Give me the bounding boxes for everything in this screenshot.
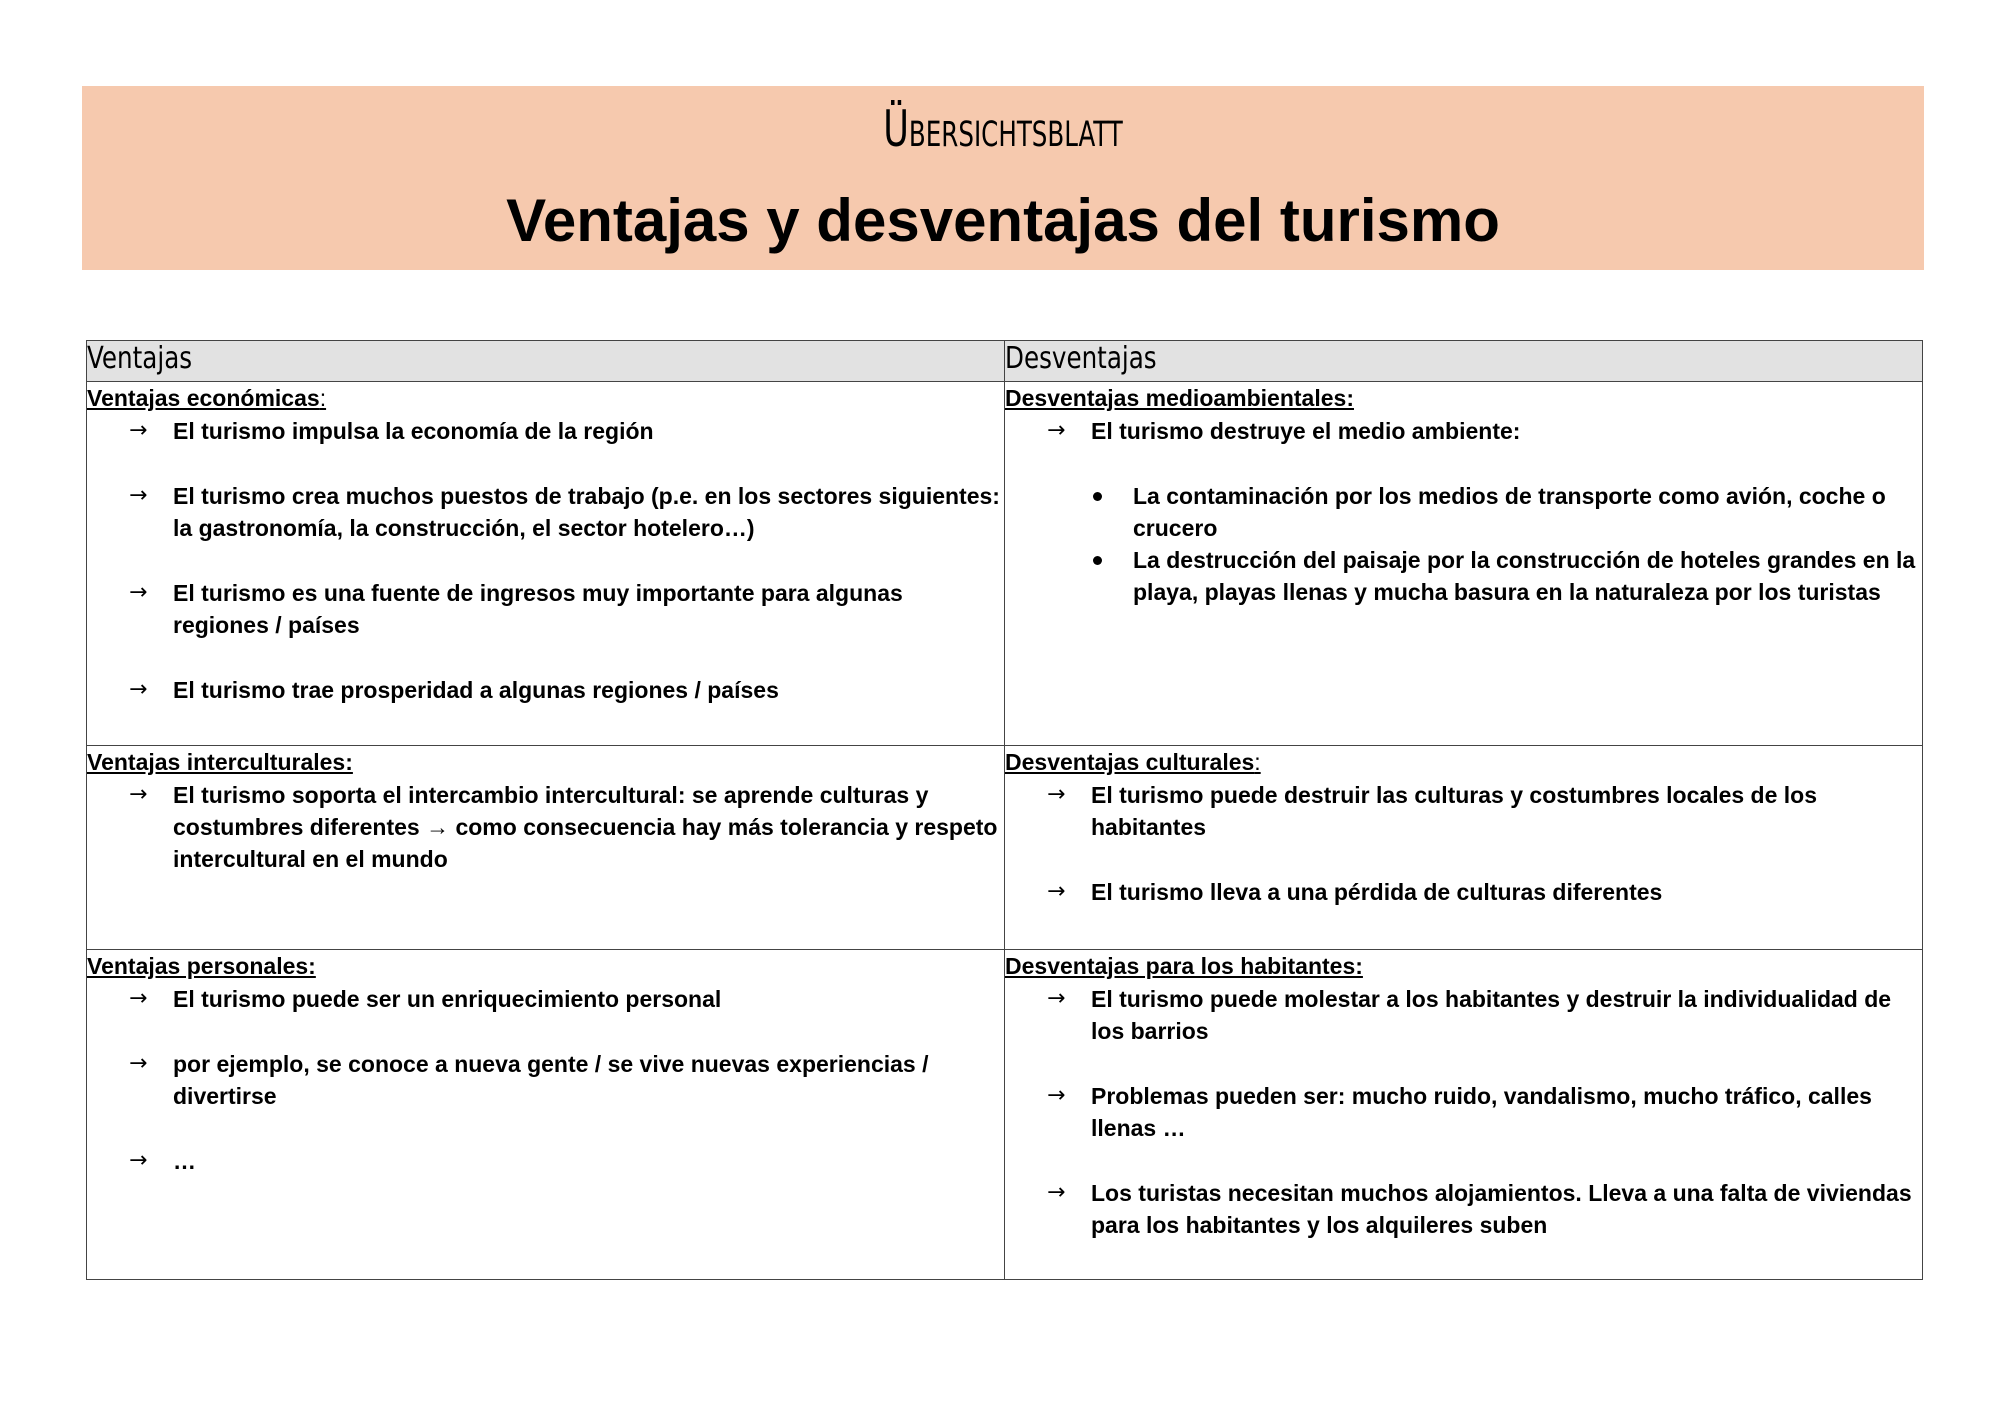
bullet-item: La contaminación por los medios de transporte como avión, coche o crucero: [1005, 480, 1922, 544]
list-item: → El turismo trae prosperidad a algunas regiones / países: [87, 674, 1004, 706]
arrow-icon: →: [1047, 782, 1066, 807]
list-item: → El turismo puede ser un enriquecimiento personal: [87, 983, 1004, 1015]
bullet-item: La destrucción del paisaje por la construcción de hoteles grandes en la playa, playas llenas y mucha basura en la naturaleza por los turistas: [1005, 544, 1922, 608]
page-title: Ventajas y desventajas del turismo: [506, 187, 1500, 254]
arrow-icon: →: [1047, 879, 1066, 904]
header-banner: [82, 86, 1924, 270]
arrow-icon: →: [129, 677, 148, 702]
list-item: → El turismo es una fuente de ingresos muy importante para algunas regiones / países: [87, 577, 1004, 641]
section-heading: Ventajas económicas:: [87, 385, 327, 411]
bullet-icon: [1093, 556, 1102, 565]
arrow-icon: →: [129, 1148, 148, 1173]
list-item: → El turismo puede destruir las culturas y costumbres locales de los habitantes: [1005, 779, 1922, 843]
arrow-icon: →: [1047, 418, 1066, 443]
list-item: → …: [87, 1145, 1004, 1177]
section-heading: Desventajas medioambientales:: [1005, 385, 1354, 411]
cell-ventajas-economicas: [87, 382, 1005, 746]
table-row: [87, 382, 1923, 746]
arrow-icon: →: [1047, 986, 1066, 1011]
list-item: → Problemas pueden ser: mucho ruido, vandalismo, mucho tráfico, calles llenas …: [1005, 1080, 1922, 1144]
arrow-icon: →: [1047, 1180, 1066, 1205]
list-item: → El turismo lleva a una pérdida de culturas diferentes: [1005, 876, 1922, 908]
arrow-icon: →: [1047, 1083, 1066, 1108]
bullet-icon: [1093, 492, 1102, 501]
arrow-icon: →: [129, 1051, 148, 1076]
cell-desventajas-culturales: [1005, 746, 1923, 950]
arrow-icon: →: [129, 418, 148, 443]
table-row: [87, 950, 1923, 1280]
cell-desventajas-habitantes: [1005, 950, 1923, 1280]
section-heading: Desventajas culturales:: [1005, 749, 1261, 775]
bullet-list: [1005, 480, 1922, 608]
section-heading: Desventajas para los habitantes:: [1005, 953, 1363, 979]
list-item: → El turismo puede molestar a los habitantes y destruir la individualidad de los barrios: [1005, 983, 1922, 1047]
comparison-table: [86, 340, 1923, 1280]
cell-desventajas-medioambientales: [1005, 382, 1923, 746]
list-item: → Los turistas necesitan muchos alojamientos. Lleva a una falta de viviendas para los habitantes y los alquileres suben: [1005, 1177, 1922, 1241]
list-item: → El turismo impulsa la economía de la región: [87, 415, 1004, 447]
list-item: → El turismo destruye el medio ambiente:: [1005, 415, 1922, 447]
arrow-icon: →: [129, 986, 148, 1011]
list-item: → El turismo soporta el intercambio intercultural: se aprende culturas y costumbres diferentes → como consecuencia hay más tolerancia y respeto intercultural en el mundo: [87, 779, 1004, 875]
section-heading: Ventajas personales:: [87, 953, 316, 979]
arrow-icon: →: [129, 483, 148, 508]
list-item: → por ejemplo, se conoce a nueva gente / se vive nuevas experiencias / divertirse: [87, 1048, 1004, 1112]
arrow-icon: →: [129, 782, 148, 807]
table-row: [87, 746, 1923, 950]
cell-ventajas-personales: [87, 950, 1005, 1280]
cell-ventajas-interculturales: [87, 746, 1005, 950]
list-item: → El turismo crea muchos puestos de trabajo (p.e. en los sectores siguientes: la gastronomía, la construcción, el sector hotelero…): [87, 480, 1004, 544]
column-header-ventajas: Ventajas: [87, 341, 1005, 382]
section-heading: Ventajas interculturales:: [87, 749, 353, 775]
arrow-icon: →: [129, 580, 148, 605]
column-header-desventajas: Desventajas: [1005, 341, 1923, 382]
kicker-title: Übersichtsblatt: [883, 100, 1123, 158]
